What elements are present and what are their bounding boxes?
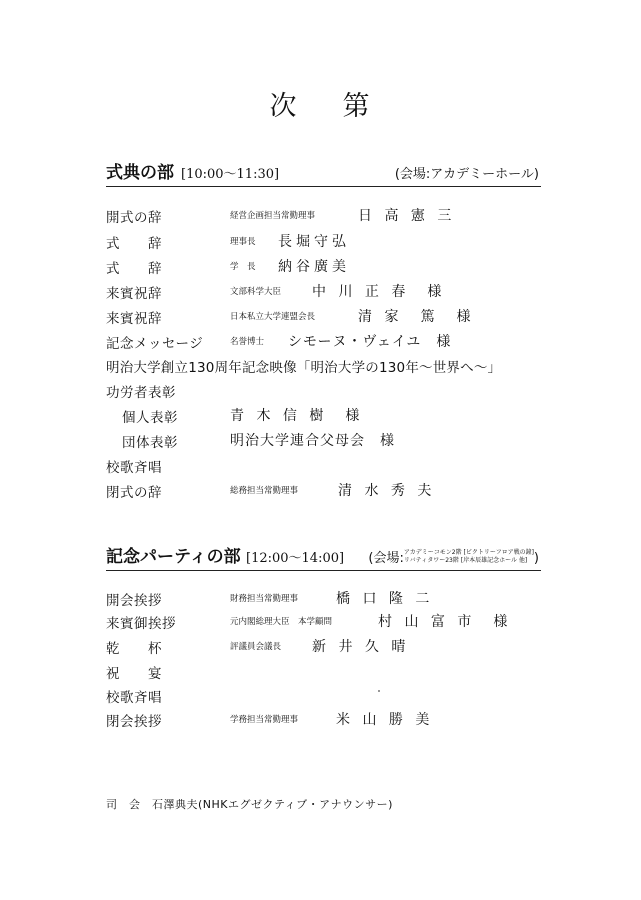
speaker-name: シモーヌ・ヴェイユ 様	[288, 334, 452, 350]
speaker-role: 文部科学大臣	[230, 287, 282, 297]
party-venue-prefix: (会場:	[368, 551, 404, 566]
program-item: 来賓御挨拶	[106, 616, 176, 632]
speaker-name: 新 井 久 晴	[312, 639, 410, 655]
ceremony-section-header	[106, 160, 541, 187]
program-item: 開会挨拶	[106, 593, 162, 609]
ceremony-heading: 式典の部	[106, 163, 174, 183]
party-time: [12:00～14:00]	[246, 551, 345, 566]
ceremony-time: [10:00～11:30]	[181, 167, 280, 182]
speaker-role: 財務担当常勤理事	[230, 594, 299, 604]
party-venue-detail	[404, 549, 534, 565]
party-venue	[368, 547, 539, 566]
party-heading: 記念パーティの部	[106, 547, 241, 567]
program-item: 開式の辞	[106, 210, 162, 226]
page-title	[0, 84, 641, 123]
speaker-role: 元内閣総理大臣 本学顧問	[230, 617, 333, 627]
program-item: 閉式の辞	[106, 485, 162, 501]
master-of-ceremonies: 司 会 石澤典夫(NHKエグゼクティブ・アナウンサー)	[106, 798, 393, 811]
scan-speck	[378, 690, 380, 692]
title-char-1: 次	[269, 91, 299, 122]
program-item: 乾 杯	[106, 641, 162, 657]
program-item: 式 辞	[106, 236, 162, 252]
speaker-role: 日本私立大学連盟会長	[230, 312, 316, 322]
title-char-2: 第	[342, 91, 372, 122]
program-item: 来賓祝辞	[106, 311, 162, 327]
speaker-name: 清 家 篤 様	[358, 309, 475, 325]
program-item: 来賓祝辞	[106, 286, 162, 302]
speaker-name: 明治大学連合父母会 様	[230, 433, 395, 449]
speaker-name: 中 川 正 春 様	[312, 284, 446, 300]
speaker-role: 経営企画担当常勤理事	[230, 211, 316, 221]
program-item: 閉会挨拶	[106, 714, 162, 730]
program-item: 校歌斉唱	[106, 460, 162, 476]
speaker-role: 理事長	[230, 237, 256, 247]
program-item: 功労者表彰	[106, 385, 176, 401]
program-item: 明治大学創立130周年記念映像「明治大学の130年～世界へ～」	[106, 360, 502, 376]
party-venue-suffix: )	[533, 551, 539, 566]
speaker-role: 学務担当常勤理事	[230, 715, 299, 725]
program-item: 団体表彰	[122, 435, 178, 451]
party-venue-line-2: リバティタワー23階 [岸本辰雄記念ホール 他]	[403, 557, 528, 564]
speaker-name: 村 山 富 市 様	[378, 614, 512, 630]
speaker-name: 青 木 信 樹 様	[230, 408, 364, 424]
speaker-role: 名誉博士	[230, 337, 265, 347]
speaker-name: 日 高 憲 三	[358, 208, 456, 224]
speaker-name: 清 水 秀 夫	[338, 483, 436, 499]
speaker-name: 長堀守弘	[278, 234, 350, 250]
program-item: 記念メッセージ	[106, 336, 204, 352]
program-item: 個人表彰	[122, 410, 178, 426]
speaker-name: 米 山 勝 美	[336, 712, 434, 728]
party-section-header	[106, 544, 541, 571]
program-item: 校歌斉唱	[106, 690, 162, 706]
program-item: 式 辞	[106, 261, 162, 277]
speaker-role: 評議員会議長	[230, 642, 282, 652]
speaker-role: 総務担当常勤理事	[230, 486, 299, 496]
party-venue-line-1: アカデミーコモン2階 [ビクトリーフロア戦の鐘]	[403, 549, 534, 556]
speaker-name: 橋 口 隆 二	[336, 591, 434, 607]
speaker-name: 納谷廣美	[278, 259, 350, 275]
ceremony-venue: (会場:アカデミーホール)	[394, 167, 539, 182]
program-item: 祝 宴	[106, 666, 162, 682]
speaker-role: 学 長	[230, 262, 256, 272]
